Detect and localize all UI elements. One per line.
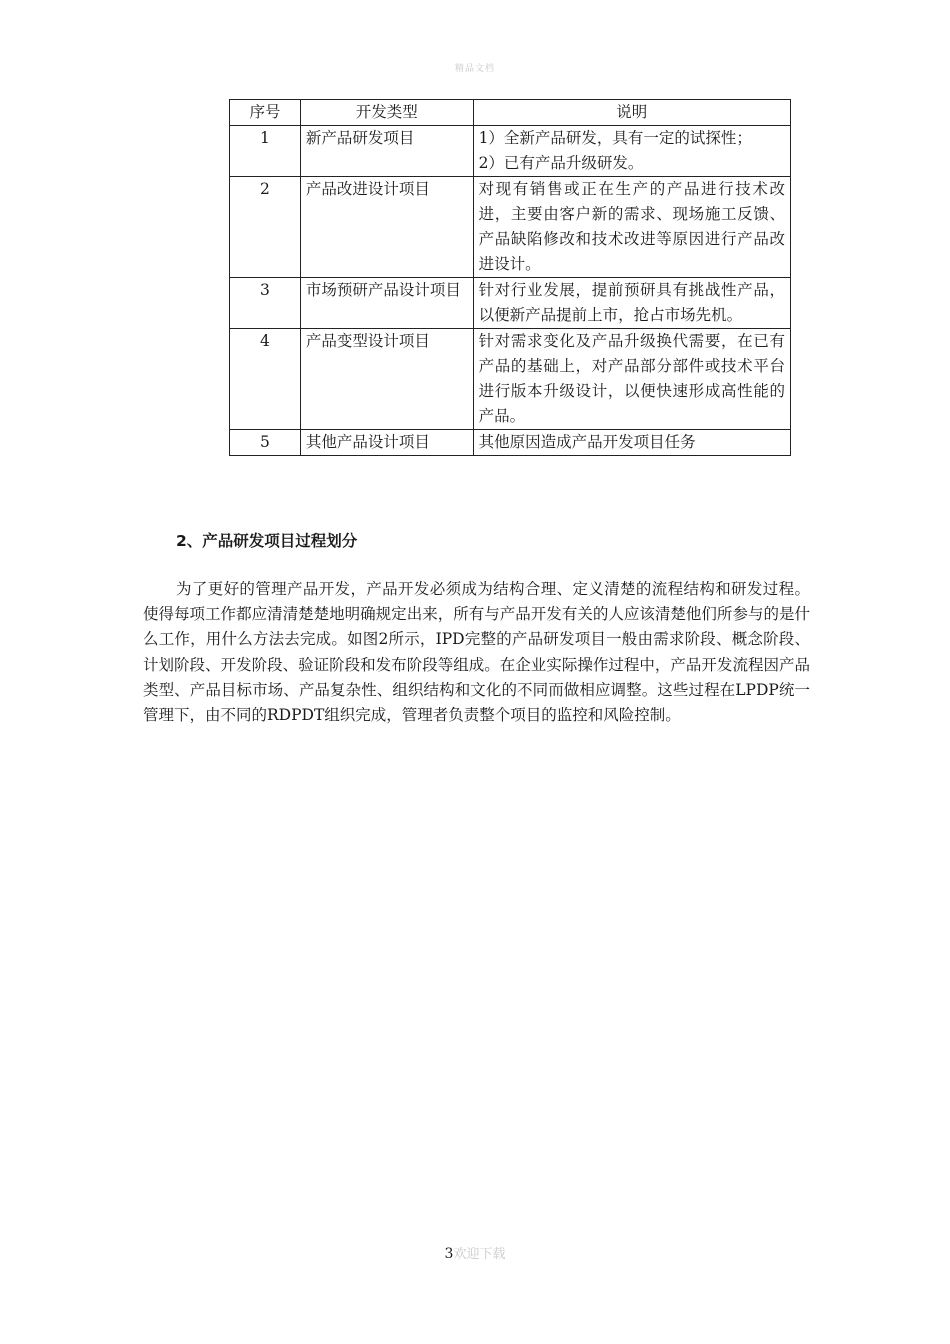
body-paragraph: 为了更好的管理产品开发，产品开发必须成为结构合理、定义清楚的流程结构和研发过程。使得每项工作都应清清楚楚地明确规定出来，所有与产品开发有关的人应该清楚他们所参与的是什么工作，用什么方法去完成。如图2所示，IPD完整的产品研发项目一般由需求阶段、概念阶段、计划阶段、开发阶段、验证阶段和发布阶段等组成。在企业实际操作过程中，产品开发流程因产品类型、产品目标市场、产品复杂性、组织结构和文化的不同而做相应调整。这些过程在LPDP统一管理下，由不同的RDPDT组织完成，管理者负责整个项目的监控和风险控制。 (143, 580, 810, 725)
table-header-row (230, 100, 791, 126)
section-heading: 2、产品研发项目过程划分 (176, 532, 358, 550)
table-row (230, 126, 791, 177)
page-number: 3 (444, 1246, 454, 1262)
column-header-seq: 序号 (230, 100, 301, 126)
header-watermark: 精品文档 (454, 64, 495, 74)
cell-desc (473, 430, 790, 456)
cell-desc (473, 177, 790, 278)
column-header-desc: 说明 (473, 100, 790, 126)
development-type-table (229, 99, 791, 456)
cell-type: 产品改进设计项目 (300, 177, 473, 278)
page-footer (0, 1243, 950, 1262)
cell-type: 产品变型设计项目 (300, 329, 473, 430)
table-row (230, 430, 791, 456)
cell-seq: 1 (230, 126, 301, 177)
cell-type: 新产品研发项目 (300, 126, 473, 177)
column-header-type: 开发类型 (300, 100, 473, 126)
cell-desc-line: 针对行业发展，提前预研具有挑战性产品，以便新产品提前上市，抢占市场先机。 (478, 281, 785, 324)
cell-seq: 5 (230, 430, 301, 456)
cell-seq: 4 (230, 329, 301, 430)
cell-desc (473, 278, 790, 329)
cell-seq: 3 (230, 278, 301, 329)
table-row (230, 278, 791, 329)
cell-desc-line: 针对需求变化及产品升级换代需要，在已有产品的基础上，对产品部分部件或技术平台进行版本升级设计，以便快速形成高性能的产品。 (478, 332, 785, 425)
cell-type: 市场预研产品设计项目 (300, 278, 473, 329)
cell-desc-line: 其他原因造成产品开发项目任务 (478, 433, 696, 451)
cell-desc-line: 2）已有产品升级研发。 (478, 154, 644, 172)
cell-desc-line: 对现有销售或正在生产的产品进行技术改进，主要由客户新的需求、现场施工反馈、产品缺陷修改和技术改进等原因进行产品改进设计。 (478, 180, 785, 273)
footer-watermark: 欢迎下载 (453, 1247, 506, 1262)
cell-type: 其他产品设计项目 (300, 430, 473, 456)
table-row (230, 177, 791, 278)
table-row (230, 329, 791, 430)
cell-desc-line: 1）全新产品研发，具有一定的试探性； (478, 129, 752, 147)
cell-seq: 2 (230, 177, 301, 278)
cell-desc (473, 126, 790, 177)
cell-desc (473, 329, 790, 430)
